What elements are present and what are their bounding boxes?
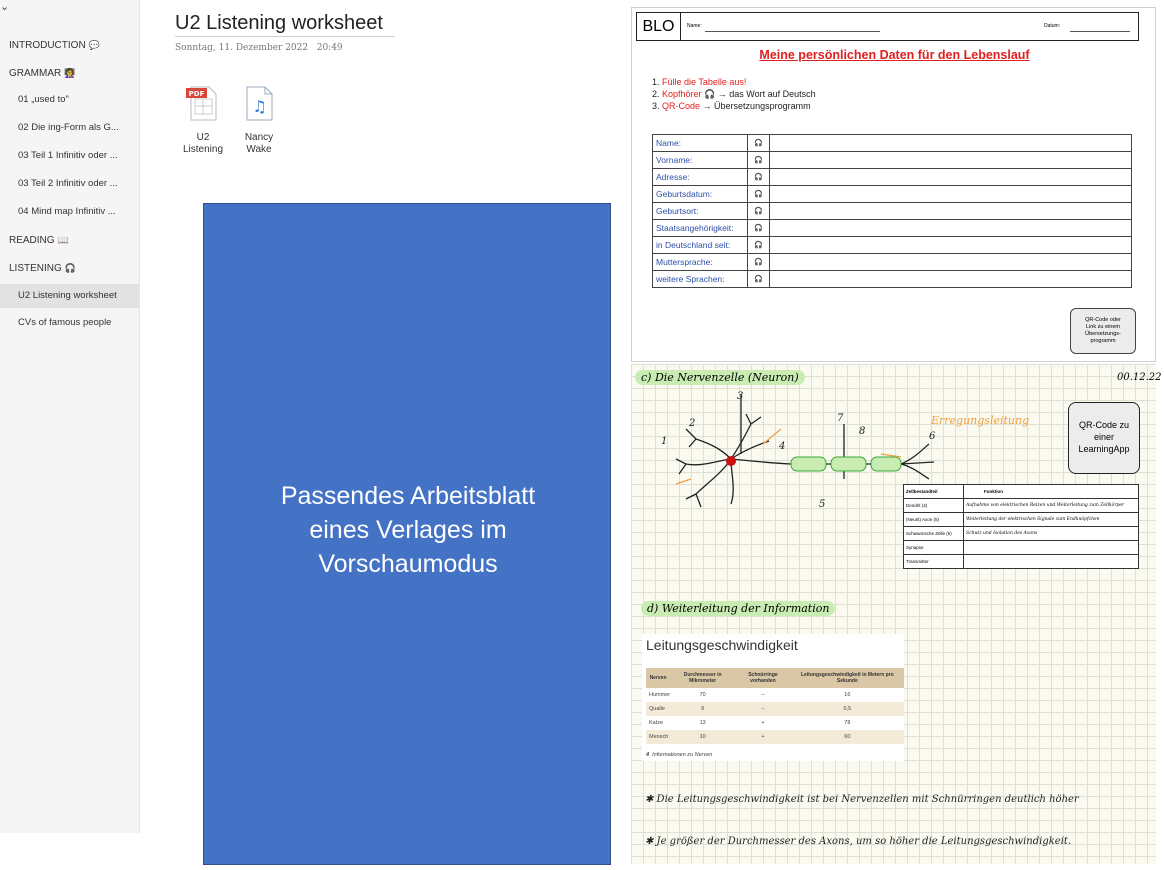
table-cell: Katze [649, 720, 664, 726]
speed-table [646, 668, 904, 744]
qr-code-box [1070, 308, 1136, 354]
collapse-chevron-icon[interactable]: ⌄ [0, 1, 10, 13]
neuron-label: 6 [929, 431, 936, 442]
audio-file-icon [241, 85, 277, 123]
table-row [904, 513, 1139, 527]
caption-text: Informationen zu Nerven [652, 752, 713, 758]
table-row [653, 152, 1132, 169]
blo-label: BLO [637, 13, 681, 40]
headphones-icon: 🎧 [748, 135, 770, 152]
table-cell: -- [761, 692, 765, 698]
column-header: Schnürringe vorhanden [735, 668, 791, 688]
table-row [653, 186, 1132, 203]
sidebar-item-label: LISTENING [9, 263, 62, 274]
instruction-number: 3. [652, 101, 660, 111]
section-c-heading: c) Die Nervenzelle (Neuron) [635, 370, 805, 385]
table-row [646, 730, 904, 744]
qr-line: Übersetzungs- [1085, 331, 1121, 337]
instruction-highlight: Kopfhörer [662, 89, 702, 99]
table-cell: 13 [699, 720, 706, 726]
placeholder-line: Passendes Arbeitsblatt [280, 482, 536, 510]
field-label: Staatsangehörigkeit: [653, 220, 748, 237]
sidebar-item[interactable] [0, 88, 139, 112]
table-row [646, 688, 904, 702]
placeholder-line: Vorschaumodus [318, 550, 498, 578]
qr-line: einer [1093, 432, 1114, 442]
erregungsleitung-label: Erregungsleitung [931, 414, 1030, 427]
field-label: Geburtsdatum: [653, 186, 748, 203]
table-cell: Synapse [904, 541, 964, 555]
placeholder-text [204, 479, 612, 581]
worksheet-header [636, 12, 1139, 41]
sidebar-item[interactable] [0, 228, 139, 252]
worksheet-title: Meine persönlichen Daten für den Lebenslauf [759, 48, 1030, 62]
attachment-label [178, 132, 228, 156]
sidebar-item[interactable] [0, 172, 139, 196]
sidebar-item-label: U2 Listening worksheet [18, 290, 117, 301]
table-cell: Dendrit (4) [904, 499, 964, 513]
field-value [770, 220, 1132, 237]
sidebar-item-label: 04 Mind map Infinitiv ... [18, 206, 116, 217]
table-cell: Hummer [649, 692, 671, 698]
attachment-line2: Wake [246, 144, 272, 155]
field-label: Name: [653, 135, 748, 152]
instruction-item [652, 88, 816, 100]
page-title: U2 Listening worksheet [175, 12, 383, 34]
attachment-nancy-wake[interactable] [234, 85, 284, 156]
table-row [904, 527, 1139, 541]
table-row [653, 254, 1132, 271]
sidebar-item-label: CVs of famous people [18, 317, 112, 328]
attachment-label [234, 132, 284, 156]
book-icon: 📖 [57, 235, 69, 245]
instruction-list [652, 76, 816, 112]
handwritten-date: 00.12.22 [1117, 372, 1162, 383]
headphones-icon: 🎧 [748, 152, 770, 169]
column-header: Leitungsgeschwindigkeit in Metern pro Sekunde [791, 668, 904, 688]
field-value [770, 135, 1132, 152]
page-date: Sonntag, 11. Dezember 2022 [175, 43, 309, 53]
pdf-badge-text: PDF [188, 90, 205, 98]
table-header-row [904, 485, 1139, 499]
headphones-icon: 🎧 [748, 220, 770, 237]
title-underline [175, 36, 395, 37]
table-row [653, 135, 1132, 152]
qr-line: programm [1090, 338, 1116, 344]
instruction-number: 1. [652, 77, 660, 87]
table-cell: Schwannsche Zelle (5) [904, 527, 964, 541]
neuron-label: 7 [837, 413, 844, 424]
teacher-icon: 👩‍🏫 [64, 68, 76, 78]
sidebar-item-label: 03 Teil 1 Infinitiv oder ... [18, 150, 118, 161]
field-label: Vorname: [653, 152, 748, 169]
field-value [770, 271, 1132, 288]
table-cell: Qualle [646, 702, 670, 716]
sidebar-item[interactable] [0, 33, 139, 57]
neuron-label: 8 [859, 426, 866, 437]
table-cell: 70 [699, 692, 706, 698]
attachment-line1: Nancy [244, 132, 274, 143]
headphones-icon: 🎧 [64, 263, 77, 273]
attachment-line2: Listening [182, 144, 224, 155]
table-cell: + [761, 720, 765, 726]
speech-bubble-icon: 💬 [88, 40, 100, 50]
table-row [646, 716, 904, 730]
table-row [653, 203, 1132, 220]
table-cell [964, 541, 1139, 555]
field-value [770, 237, 1132, 254]
speed-table-caption [646, 752, 712, 758]
field-value [770, 203, 1132, 220]
sidebar-item[interactable] [0, 256, 139, 280]
sidebar-item[interactable] [0, 144, 139, 168]
sidebar-item-label: 02 Die ing-Form als G... [18, 122, 119, 133]
worksheet-preview-placeholder [203, 203, 611, 865]
music-note-glyph: ♫ [252, 97, 267, 116]
instruction-number: 2. [652, 89, 660, 99]
attachment-u2-listening[interactable] [178, 85, 228, 156]
instruction-highlight: Fülle die Tabelle aus! [662, 77, 747, 87]
name-label: Name: [687, 23, 702, 29]
personal-data-table [652, 134, 1132, 288]
placeholder-line: eines Verlages im [309, 516, 507, 544]
pdf-file-icon [185, 85, 221, 123]
instruction-item [652, 100, 816, 112]
speed-table-box [642, 634, 904, 761]
sidebar-item-label: READING [9, 235, 55, 246]
sidebar-item-label: INTRODUCTION [9, 40, 86, 51]
field-value [770, 152, 1132, 169]
field-value [770, 254, 1132, 271]
qr-code-learningapp-box [1068, 402, 1140, 474]
sidebar-item[interactable] [0, 200, 139, 224]
qr-line: Link zu einem [1086, 324, 1120, 330]
datum-label: Datum: [1044, 23, 1061, 29]
table-cell: + [735, 730, 791, 744]
table-cell: 60 [791, 730, 904, 744]
table-row [653, 220, 1132, 237]
neuron-label: 3 [737, 391, 744, 402]
column-header: Funktion [964, 485, 1139, 499]
neuron-notes-image[interactable] [631, 364, 1162, 864]
table-row [653, 169, 1132, 186]
table-cell: 0,5 [791, 702, 904, 716]
table-row [904, 499, 1139, 513]
table-cell [964, 555, 1139, 569]
sidebar-item-label: GRAMMAR [9, 68, 62, 79]
headphones-icon: 🎧 [748, 237, 770, 254]
field-label: Adresse: [653, 169, 748, 186]
attachment-line1: U2 [196, 132, 210, 143]
datum-line [1070, 31, 1130, 32]
table-cell: Aufnahme von elektrischen Reizen und Weiterleitung zum Zellkörper [964, 499, 1139, 513]
neuron-label: 1 [661, 436, 668, 447]
table-cell: 78 [844, 720, 851, 726]
field-label: in Deutschland seit: [653, 237, 748, 254]
sidebar-item-label: 03 Teil 2 Infinitiv oder ... [18, 178, 118, 189]
sidebar-item[interactable] [0, 284, 139, 308]
section-d-heading: d) Weiterleitung der Information [641, 601, 835, 616]
field-label: Muttersprache: [653, 254, 748, 271]
cv-worksheet-image[interactable] [631, 7, 1156, 362]
sidebar-item[interactable] [0, 61, 139, 85]
sidebar-item[interactable] [0, 116, 139, 140]
page-time: 20:49 [316, 43, 343, 53]
headphones-icon: 🎧 [748, 169, 770, 186]
note-line: ✱ Die Leitungsgeschwindigkeit ist bei Nervenzellen mit Schnürringen deutlich höher [645, 794, 1079, 805]
table-cell: 10 [670, 730, 735, 744]
instruction-text: → Übersetzungsprogramm [700, 101, 811, 111]
table-row [653, 271, 1132, 288]
table-row [904, 541, 1139, 555]
qr-line: QR-Code oder [1085, 317, 1121, 323]
table-header-row [646, 668, 904, 688]
instruction-text: 🎧 → das Wort auf Deutsch [701, 89, 816, 99]
neuron-label: 2 [689, 418, 696, 429]
sidebar-item[interactable] [0, 311, 139, 335]
name-line [705, 31, 880, 32]
table-cell: Transmitter [904, 555, 964, 569]
table-row [646, 702, 904, 716]
qr-line: QR-Code zu [1078, 420, 1130, 430]
neuron-label: 4 [779, 441, 786, 452]
field-value [770, 186, 1132, 203]
sidebar-item-label: 01 „used to" [18, 94, 69, 105]
table-row [653, 237, 1132, 254]
column-header: Durchmesser in Mikrometer [670, 668, 735, 688]
table-cell: Weiterleitung der elektrischen Signale zum Endknöpfchen [964, 513, 1139, 527]
table-row [904, 555, 1139, 569]
field-value [770, 169, 1132, 186]
table-cell: 16 [844, 692, 851, 698]
note-line: ✱ Je größer der Durchmesser des Axons, um so höher die Leitungsgeschwindigkeit. [645, 836, 1072, 847]
table-cell: 9 [670, 702, 735, 716]
headphones-icon: 🎧 [748, 271, 770, 288]
table-cell: -- [735, 702, 791, 716]
column-header: Zellbestandteil [904, 485, 964, 499]
instruction-item [652, 76, 816, 88]
sidebar [0, 0, 140, 833]
qr-line: LearningApp [1078, 444, 1130, 454]
instruction-highlight: QR-Code [662, 101, 701, 111]
caption-number: 4 [646, 752, 650, 758]
headphones-icon: 🎧 [748, 186, 770, 203]
neuron-label: 5 [819, 499, 826, 510]
speed-table-title: Leitungsgeschwindigkeit [646, 637, 798, 653]
field-label: weitere Sprachen: [653, 271, 748, 288]
table-cell: (Neurit) Axon (5) [904, 513, 964, 527]
page-timestamp [175, 43, 343, 53]
column-header: Nerven [646, 668, 670, 688]
cell-function-table [903, 484, 1139, 569]
headphones-icon: 🎧 [748, 254, 770, 271]
table-cell: Mensch [646, 730, 670, 744]
field-label: Geburtsort: [653, 203, 748, 220]
table-cell: Schutz und Isolation des Axons [964, 527, 1139, 541]
headphones-icon: 🎧 [748, 203, 770, 220]
